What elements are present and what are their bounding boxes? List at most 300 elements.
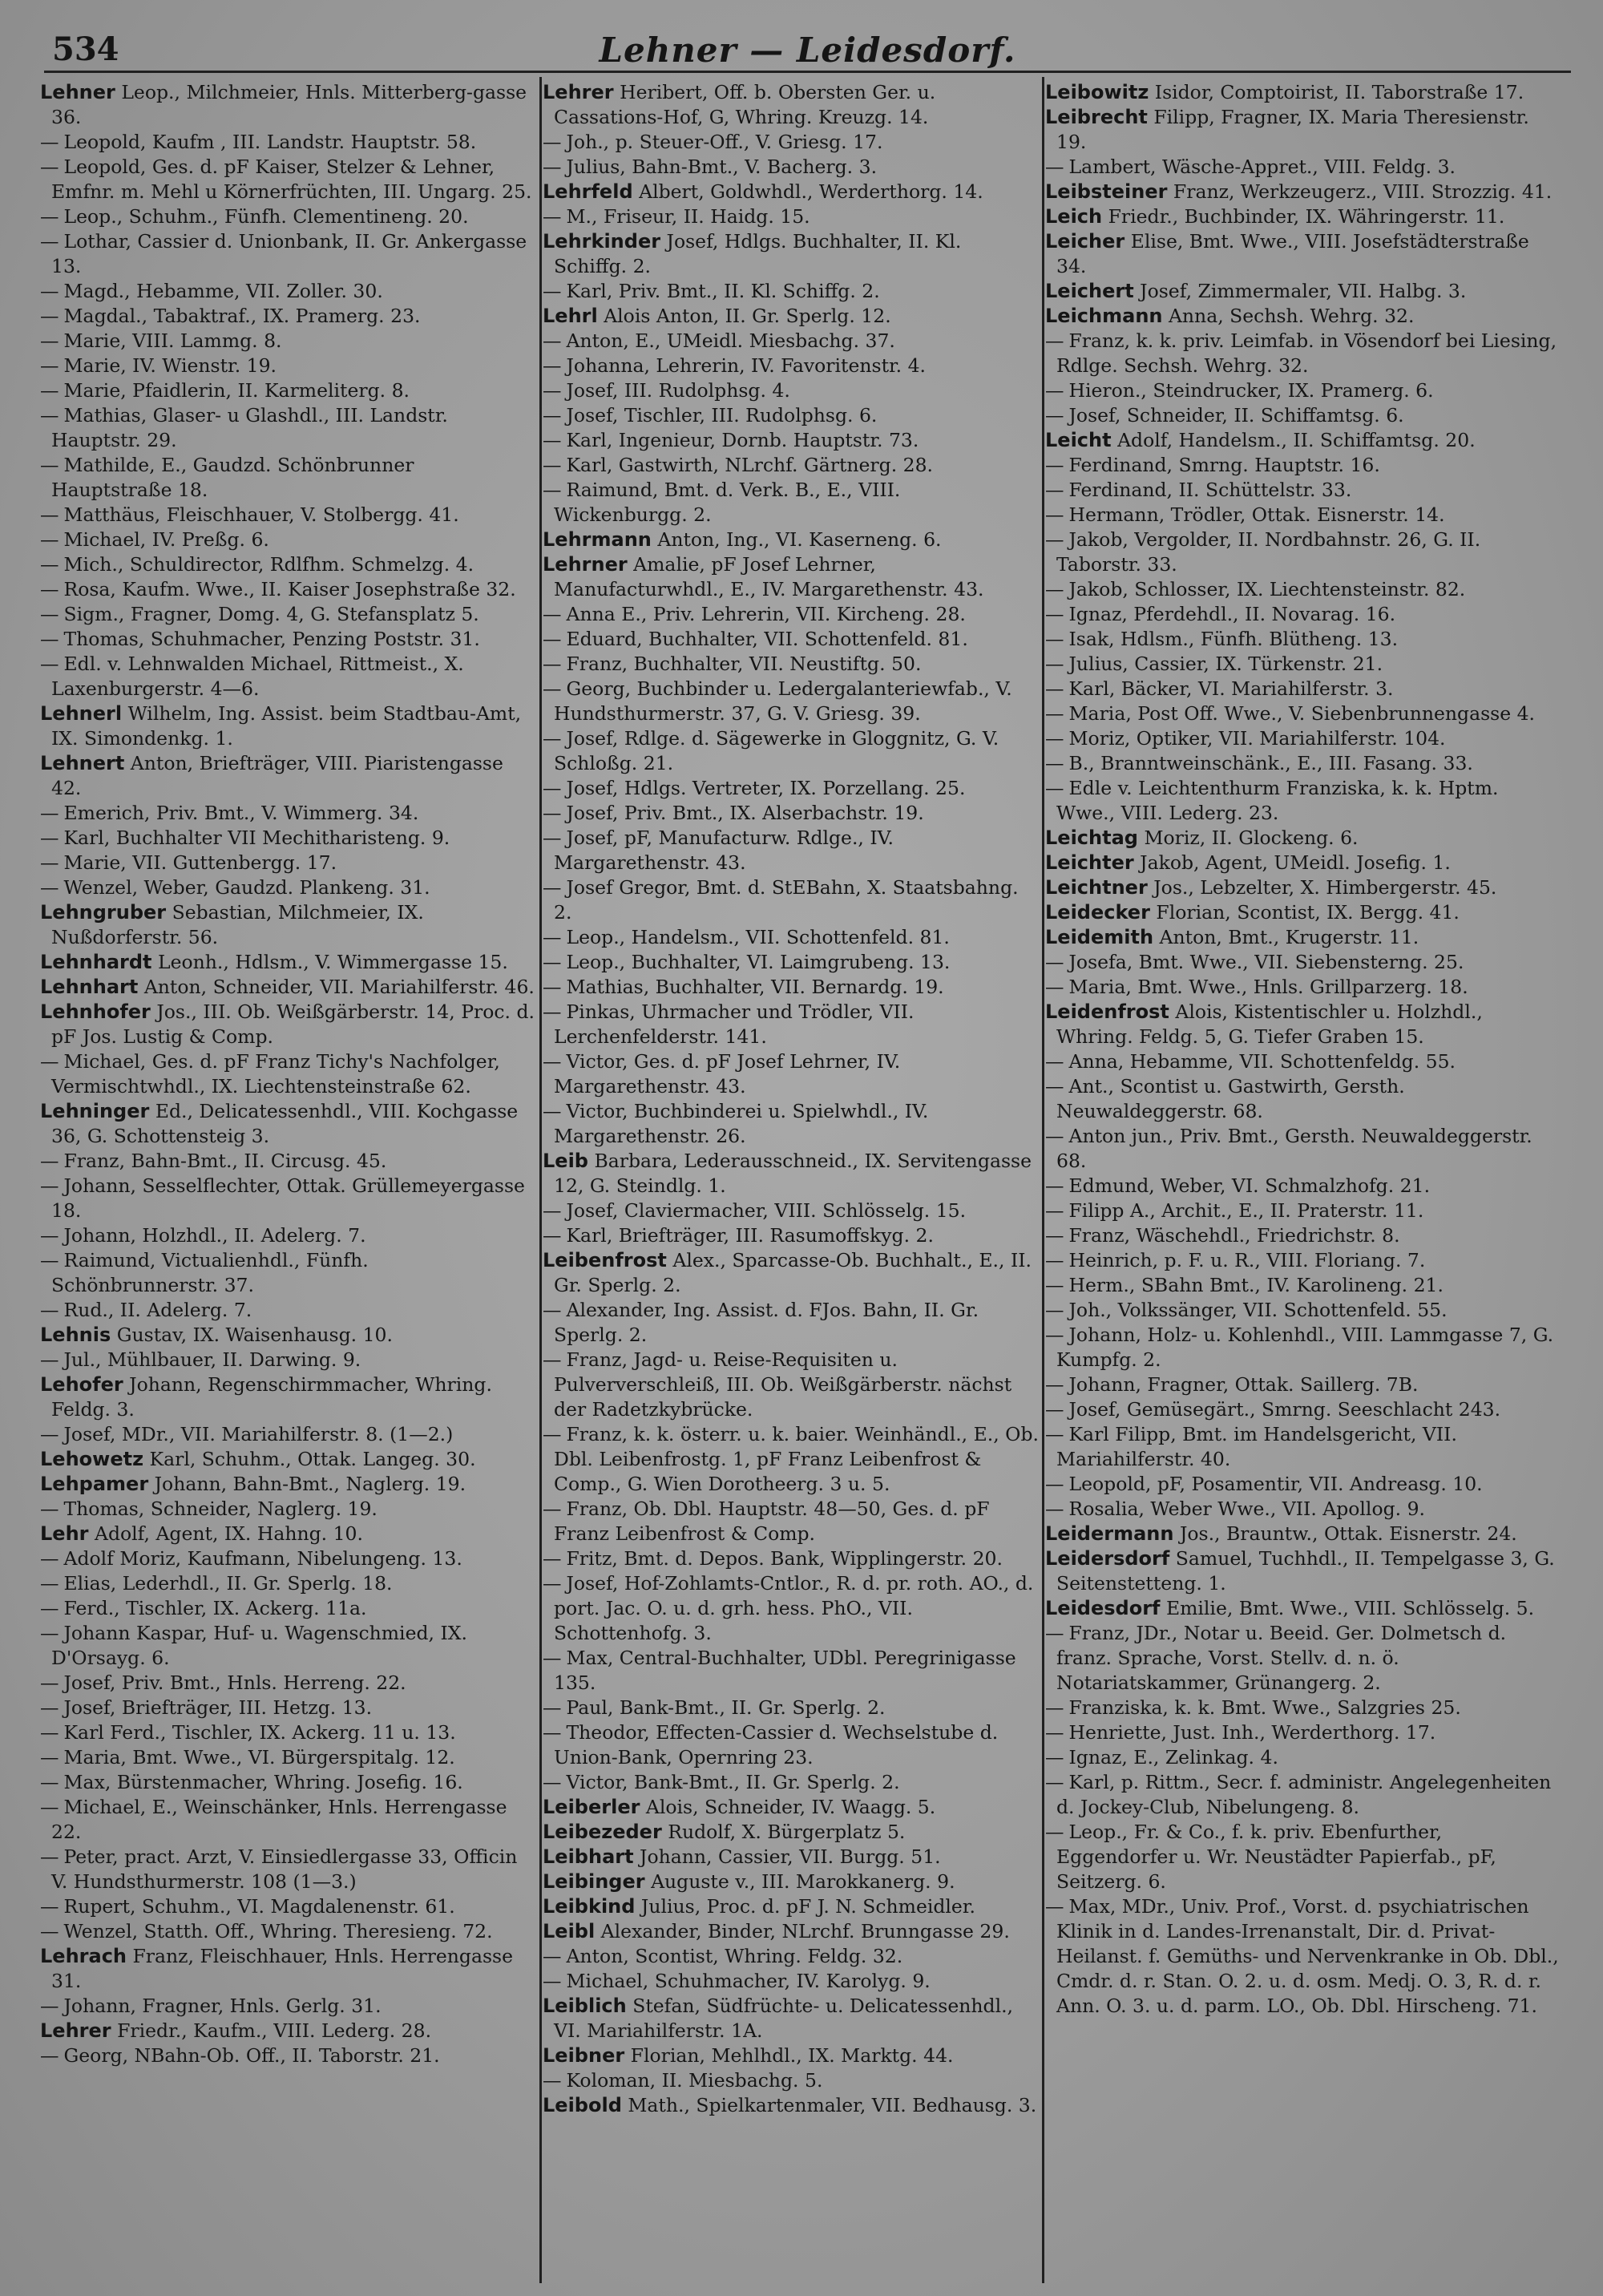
- directory-entry: [543, 1770, 1040, 1795]
- entry-surname: Leiberler: [543, 1796, 640, 1818]
- directory-entry: [1045, 1596, 1562, 1621]
- entry-surname: Lehowetz: [40, 1448, 144, 1470]
- entry-surname: Leibowitz: [1045, 81, 1149, 103]
- entry-text: Josef, Hdlgs. Vertreter, IX. Porzellang. 25.: [566, 777, 966, 799]
- directory-entry: [1045, 403, 1562, 428]
- entry-surname: Lehofer: [40, 1373, 123, 1396]
- entry-text: Herm., SBahn Bmt., IV. Karolineng. 21.: [1068, 1274, 1444, 1296]
- directory-entry: [543, 1000, 1040, 1049]
- entry-surname: Leiblich: [543, 1995, 627, 2017]
- entry-text: Josef, pF, Manufacturw. Rdlge., IV. Margarethenstr. 43.: [554, 827, 894, 874]
- entry-text: Marie, IV. Wienstr. 19.: [63, 354, 277, 377]
- directory-entry: [543, 1919, 1040, 1944]
- directory-entry: [543, 602, 1040, 627]
- entry-text: Gustav, IX. Waisenhausg. 10.: [111, 1324, 393, 1346]
- directory-entry: [40, 1472, 537, 1497]
- entry-text: Florian, Scontist, IX. Bergg. 41.: [1149, 901, 1460, 924]
- directory-entry: [1045, 751, 1562, 776]
- directory-entry: [543, 1149, 1040, 1199]
- entry-text: Ed., Delicatessenhdl., VIII. Kochgasse 36, G. Schottensteig 3.: [51, 1100, 519, 1147]
- entry-text: Franz, k. k. österr. u. k. baier. Weinhändl., E., Ob. Dbl. Leibenfrostg. 1, pF Franz Leibenfrost & Comp., G. Wien Dorotheerg. 3 u. 5.: [554, 1423, 1039, 1495]
- directory-entry: [1045, 1497, 1562, 1522]
- entry-text: Maria, Bmt. Wwe., Hnls. Grillparzerg. 18.: [1068, 976, 1468, 998]
- directory-entry: [1045, 329, 1562, 378]
- directory-entry: [1045, 875, 1562, 900]
- ditto-dash: —: [40, 230, 59, 253]
- entry-text: Sigm., Fragner, Domg. 4, G. Stefansplatz 5.: [63, 603, 479, 625]
- directory-entry: [40, 1497, 537, 1522]
- entry-text: Anna, Sechsh. Wehrg. 32.: [1162, 305, 1415, 327]
- directory-entry: [543, 975, 1040, 1000]
- directory-entry: [1045, 1074, 1562, 1124]
- ditto-dash: —: [40, 1249, 59, 1271]
- directory-entry: [543, 130, 1040, 155]
- ditto-dash: —: [40, 404, 59, 426]
- ditto-dash: —: [40, 628, 59, 650]
- ditto-dash: —: [1045, 1199, 1064, 1222]
- entry-text: Leopold, pF, Posamentir, VII. Andreasg. 10.: [1068, 1473, 1483, 1495]
- entry-surname: Lehnis: [40, 1324, 111, 1346]
- ditto-dash: —: [40, 802, 59, 824]
- entry-text: Anton jun., Priv. Bmt., Gersth. Neuwaldeggerstr. 68.: [1056, 1125, 1532, 1172]
- directory-entry: [543, 2093, 1040, 2118]
- directory-entry: [543, 354, 1040, 378]
- entry-text: Isak, Hdlsm., Fünfh. Blütheng. 13.: [1068, 628, 1399, 650]
- entry-text: Hermann, Trödler, Ottak. Eisnerstr. 14.: [1068, 503, 1445, 526]
- ditto-dash: —: [40, 1348, 59, 1371]
- ditto-dash: —: [40, 379, 59, 402]
- entry-text: Alois, Kistentischler u. Holzhdl., Whring. Feldg. 5, G. Tiefer Graben 15.: [1056, 1000, 1483, 1048]
- directory-entry: [1045, 602, 1562, 627]
- entry-text: Moriz, II. Glockeng. 6.: [1137, 827, 1359, 849]
- ditto-dash: —: [40, 1671, 59, 1694]
- directory-entry: [543, 1969, 1040, 1994]
- entry-text: Leopold, Ges. d. pF Kaiser, Stelzer & Lehner, Emfnr. m. Mehl u Körnerfrüchten, III. Ungarg. 25.: [51, 156, 532, 203]
- ditto-dash: —: [40, 280, 59, 302]
- directory-entry: [40, 2019, 537, 2043]
- entry-text: Koloman, II. Miesbachg. 5.: [566, 2069, 823, 2092]
- directory-entry: [40, 1422, 537, 1447]
- entry-text: Josef, Hof-Zohlamts-Cntlor., R. d. pr. roth. AO., d. port. Jac. O. u. d. grh. hess. PhO., VII. Schottenhofg. 3.: [554, 1572, 1034, 1644]
- ditto-dash: —: [1045, 1324, 1064, 1346]
- ditto-dash: —: [543, 653, 562, 675]
- ditto-dash: —: [543, 329, 562, 352]
- ditto-dash: —: [40, 1771, 59, 1793]
- directory-entry: [543, 950, 1040, 975]
- entry-text: Max, Bürstenmacher, Whring. Josefig. 16.: [63, 1771, 463, 1793]
- entry-text: Karl, Bäcker, VI. Mariahilferstr. 3.: [1068, 677, 1394, 700]
- directory-entry: [543, 80, 1040, 130]
- ditto-dash: —: [40, 653, 59, 675]
- entry-text: Karl Filipp, Bmt. im Handelsgericht, VII. Mariahilferstr. 40.: [1056, 1423, 1457, 1470]
- entry-text: Friedr., Buchbinder, IX. Währingerstr. 11.: [1102, 205, 1505, 228]
- entry-text: Math., Spielkartenmaler, VII. Bedhausg. 3.: [621, 2094, 1037, 2116]
- entry-surname: Lehnhofer: [40, 1000, 151, 1023]
- directory-entry: [543, 726, 1040, 776]
- directory-entry: [1045, 204, 1562, 229]
- entry-text: Leop., Buchhalter, VI. Laimgrubeng. 13.: [566, 951, 951, 973]
- ditto-dash: —: [1045, 653, 1064, 675]
- ditto-dash: —: [40, 503, 59, 526]
- entry-surname: Leichter: [1045, 851, 1134, 874]
- directory-entry: [1045, 1720, 1562, 1745]
- directory-entry: [1045, 428, 1562, 453]
- directory-entry: [40, 950, 537, 975]
- entry-text: B., Branntweinschänk., E., III. Fasang. 33.: [1068, 752, 1473, 774]
- entry-text: Josef, Priv. Bmt., Hnls. Herreng. 22.: [63, 1671, 406, 1694]
- directory-entry: [543, 453, 1040, 478]
- entry-text: Jul., Mühlbauer, II. Darwing. 9.: [63, 1348, 361, 1371]
- directory-entry: [543, 329, 1040, 354]
- ditto-dash: —: [543, 1945, 562, 1967]
- ditto-dash: —: [40, 1597, 59, 1619]
- directory-entry: [543, 627, 1040, 652]
- directory-entry: [543, 2043, 1040, 2068]
- entry-text: Michael, Schuhmacher, IV. Karolyg. 9.: [566, 1970, 931, 1992]
- directory-entry: [1045, 1124, 1562, 1174]
- entry-text: Anton, Schneider, VII. Mariahilferstr. 46.: [138, 976, 535, 998]
- entry-text: Sebastian, Milchmeier, IX. Nußdorferstr. 56.: [51, 901, 424, 948]
- entry-text: Filipp, Fragner, IX. Maria Theresienstr. 19.: [1056, 106, 1529, 153]
- ditto-dash: —: [1045, 1373, 1064, 1396]
- ditto-dash: —: [40, 553, 59, 576]
- entry-text: Johann, Regenschirmmacher, Whring. Feldg. 3.: [51, 1373, 492, 1421]
- entry-text: Anton, Scontist, Whring. Feldg. 32.: [566, 1945, 903, 1967]
- entry-text: Anton, E., UMeidl. Miesbachg. 37.: [566, 329, 895, 352]
- entry-text: Victor, Ges. d. pF Josef Lehrner, IV. Margarethenstr. 43.: [554, 1050, 901, 1097]
- entry-surname: Lehngruber: [40, 901, 167, 924]
- entry-surname: Leidesdorf: [1045, 1597, 1161, 1619]
- directory-entry: [1045, 1894, 1562, 2019]
- directory-entry: [40, 1994, 537, 2019]
- entry-text: Franz, Ob. Dbl. Hauptstr. 48—50, Ges. d. pF Franz Leibenfrost & Comp.: [554, 1498, 990, 1545]
- entry-text: Jos., Lebzelter, X. Himbergerstr. 45.: [1147, 876, 1497, 899]
- entry-surname: Lehpamer: [40, 1473, 149, 1495]
- directory-entry: [40, 279, 537, 304]
- ditto-dash: —: [543, 1199, 562, 1222]
- entry-text: Anna E., Priv. Lehrerin, VII. Kircheng. 28.: [566, 603, 966, 625]
- directory-entry: [1045, 1745, 1562, 1770]
- directory-entry: [40, 552, 537, 577]
- directory-entry: [543, 1199, 1040, 1223]
- entry-text: Adolf Moriz, Kaufmann, Nibelungeng. 13.: [63, 1547, 462, 1570]
- directory-entry: [543, 180, 1040, 204]
- ditto-dash: —: [40, 1721, 59, 1744]
- entry-text: Mathilde, E., Gaudzd. Schönbrunner Hauptstraße 18.: [51, 454, 414, 501]
- directory-entry: [543, 1223, 1040, 1248]
- ditto-dash: —: [543, 429, 562, 451]
- ditto-dash: —: [543, 454, 562, 476]
- directory-entry: [40, 826, 537, 851]
- entry-text: Adolf, Handelsm., II. Schiffamtsg. 20.: [1111, 429, 1476, 451]
- ditto-dash: —: [543, 777, 562, 799]
- entry-text: Paul, Bank-Bmt., II. Gr. Sperlg. 2.: [566, 1696, 886, 1719]
- ditto-dash: —: [543, 1423, 562, 1445]
- entry-text: Rudolf, X. Bürgerplatz 5.: [661, 1821, 906, 1843]
- directory-entry: [40, 1248, 537, 1298]
- entry-text: Alois Anton, II. Gr. Sperlg. 12.: [597, 305, 891, 327]
- directory-entry: [543, 1348, 1040, 1422]
- entry-text: Thomas, Schneider, Naglerg. 19.: [63, 1498, 378, 1520]
- entry-text: Josef Gregor, Bmt. d. StEBahn, X. Staatsbahng. 2.: [554, 876, 1019, 924]
- directory-entry: [40, 1546, 537, 1571]
- ditto-dash: —: [543, 1572, 562, 1595]
- ditto-dash: —: [40, 1572, 59, 1595]
- directory-entry: [40, 751, 537, 801]
- entry-text: Thomas, Schuhmacher, Penzing Poststr. 31.: [63, 628, 480, 650]
- entry-text: Karl, Gastwirth, NLrchf. Gärtnerg. 28.: [566, 454, 934, 476]
- entry-text: Albert, Goldwhdl., Werderthorg. 14.: [632, 180, 983, 203]
- ditto-dash: —: [40, 827, 59, 849]
- entry-text: Franz, Buchhalter, VII. Neustiftg. 50.: [566, 653, 922, 675]
- ditto-dash: —: [1045, 1299, 1064, 1321]
- entry-surname: Leibrecht: [1045, 106, 1148, 128]
- directory-entry: [1045, 1223, 1562, 1248]
- ditto-dash: —: [543, 603, 562, 625]
- directory-entry: [40, 1621, 537, 1671]
- ditto-dash: —: [543, 727, 562, 750]
- ditto-dash: —: [40, 1547, 59, 1570]
- entry-text: Joh., p. Steuer-Off., V. Griesg. 17.: [566, 131, 883, 153]
- entry-text: Alex., Sparcasse-Ob. Buchhalt., E., II. Gr. Sperlg. 2.: [554, 1249, 1032, 1296]
- ditto-dash: —: [543, 1771, 562, 1793]
- ditto-dash: —: [1045, 777, 1064, 799]
- entry-surname: Lehrach: [40, 1945, 127, 1967]
- entry-surname: Leich: [1045, 205, 1103, 228]
- entry-text: Moriz, Optiker, VII. Mariahilferstr. 104.: [1068, 727, 1446, 750]
- ditto-dash: —: [1045, 404, 1064, 426]
- directory-entry: [40, 354, 537, 378]
- ditto-dash: —: [543, 404, 562, 426]
- entry-text: Jos., Brauntw., Ottak. Eisnerstr. 24.: [1173, 1522, 1517, 1545]
- entry-text: Emilie, Bmt. Wwe., VIII. Schlösselg. 5.: [1160, 1597, 1535, 1619]
- directory-entry: [40, 503, 537, 528]
- directory-entry: [543, 1845, 1040, 1870]
- entry-text: Franz, JDr., Notar u. Beeid. Ger. Dolmetsch d. franz. Sprache, Vorst. Stellv. d. n. ö. Notariatskammer, Grünangerg. 2.: [1056, 1622, 1507, 1694]
- directory-entry: [543, 552, 1040, 602]
- ditto-dash: —: [1045, 1746, 1064, 1768]
- ditto-dash: —: [1045, 702, 1064, 725]
- entry-text: Ignaz, E., Zelinkag. 4.: [1068, 1746, 1278, 1768]
- entry-surname: Lehrfeld: [543, 180, 633, 203]
- entry-text: Josef, Hdlgs. Buchhalter, II. Kl. Schiffg. 2.: [554, 230, 962, 277]
- entry-text: Adolf, Agent, IX. Hahng. 10.: [88, 1522, 363, 1545]
- entry-text: Edle v. Leichtenthurm Franziska, k. k. Hptm. Wwe., VIII. Lederg. 23.: [1056, 777, 1499, 824]
- entry-surname: Leichert: [1045, 280, 1134, 302]
- directory-entry: [40, 1571, 537, 1596]
- directory-entry: [543, 1298, 1040, 1348]
- directory-entry: [543, 1944, 1040, 1969]
- directory-entry: [40, 1944, 537, 1994]
- entry-text: Josef, Schneider, II. Schiffamtsg. 6.: [1068, 404, 1404, 426]
- ditto-dash: —: [1045, 976, 1064, 998]
- entry-text: Hieron., Steindrucker, IX. Pramerg. 6.: [1068, 379, 1434, 402]
- entry-text: Fritz, Bmt. d. Depos. Bank, Wipplingerstr. 20.: [566, 1547, 1003, 1570]
- entry-text: Julius, Proc. d. pF J. N. Schmeidler.: [635, 1895, 975, 1918]
- entry-text: Rosalia, Weber Wwe., VII. Apollog. 9.: [1068, 1498, 1426, 1520]
- directory-entry: [40, 851, 537, 875]
- directory-entry: [1045, 1273, 1562, 1298]
- entry-text: Filipp A., Archit., E., II. Praterstr. 11.: [1068, 1199, 1424, 1222]
- ditto-dash: —: [40, 131, 59, 153]
- directory-entry: [40, 1049, 537, 1099]
- ditto-dash: —: [40, 1796, 59, 1818]
- directory-entry: [543, 1546, 1040, 1571]
- directory-entry: [40, 1348, 537, 1372]
- directory-entry: [1045, 1298, 1562, 1323]
- directory-entry: [543, 1720, 1040, 1770]
- entry-text: Karl, Ingenieur, Dornb. Hauptstr. 73.: [566, 429, 919, 451]
- directory-entry: [1045, 1522, 1562, 1546]
- entry-surname: Lehnhardt: [40, 951, 152, 973]
- directory-entry: [40, 801, 537, 826]
- ditto-dash: —: [40, 1845, 59, 1868]
- entry-text: Josef, Gemüsegärt., Smrng. Seeschlacht 243.: [1068, 1398, 1501, 1421]
- directory-entry: [40, 900, 537, 950]
- entry-text: Jakob, Vergolder, II. Nordbahnstr. 26, G. II. Taborstr. 33.: [1056, 528, 1481, 576]
- entry-text: Leop., Fr. & Co., f. k. priv. Ebenfurther, Eggendorfer u. Wr. Neustädter Papierfab., pF, Seitzerg. 6.: [1056, 1821, 1496, 1893]
- directory-entry: [1045, 701, 1562, 726]
- entry-text: Josef, Priv. Bmt., IX. Alserbachstr. 19.: [566, 802, 924, 824]
- header-rule: [44, 71, 1571, 73]
- directory-columns: [40, 80, 1571, 2277]
- entry-text: Anton, Ing., VI. Kaserneng. 6.: [651, 528, 942, 551]
- entry-text: Jakob, Schlosser, IX. Liechtensteinstr. 82.: [1068, 578, 1466, 600]
- entry-surname: Leibenfrost: [543, 1249, 667, 1271]
- directory-entry: [1045, 950, 1562, 975]
- entry-text: Franz, Jagd- u. Reise-Requisiten u. Pulververschleiß, III. Ob. Weißgärberstr. nächst der Radetzkybrücke.: [554, 1348, 1012, 1421]
- ditto-dash: —: [40, 528, 59, 551]
- entry-surname: Lehrmann: [543, 528, 652, 551]
- directory-entry: [1045, 378, 1562, 403]
- entry-text: Anna, Hebamme, VII. Schottenfeldg. 55.: [1068, 1050, 1456, 1073]
- entry-text: Emerich, Priv. Bmt., V. Wimmerg. 34.: [63, 802, 419, 824]
- entry-text: Julius, Bahn-Bmt., V. Bacherg. 3.: [566, 156, 878, 178]
- directory-entry: [543, 304, 1040, 329]
- entry-text: Joh., Volkssänger, VII. Schottenfeld. 55.: [1068, 1299, 1448, 1321]
- ditto-dash: —: [543, 1299, 562, 1321]
- directory-entry: [1045, 155, 1562, 180]
- entry-text: Leopold, Kaufm , III. Landstr. Hauptstr. 58.: [63, 131, 477, 153]
- entry-text: Mich., Schuldirector, Rdlfhm. Schmelzg. 4.: [63, 553, 474, 576]
- ditto-dash: —: [543, 1696, 562, 1719]
- entry-text: Samuel, Tuchhdl., II. Tempelgasse 3, G. Seitenstetteng. 1.: [1056, 1547, 1555, 1595]
- entry-text: Jakob, Agent, UMeidl. Josefig. 1.: [1133, 851, 1451, 874]
- ditto-dash: —: [1045, 454, 1064, 476]
- page-header: [44, 30, 1571, 71]
- directory-entry: [40, 1894, 537, 1919]
- ditto-dash: —: [40, 156, 59, 178]
- entry-text: Jos., III. Ob. Weißgärberstr. 14, Proc. d. pF Jos. Lustig & Comp.: [51, 1000, 535, 1048]
- directory-entry: [1045, 105, 1562, 155]
- directory-entry: [543, 1696, 1040, 1720]
- ditto-dash: —: [1045, 329, 1064, 352]
- entry-text: Josef, Zimmermaler, VII. Halbg. 3.: [1133, 280, 1467, 302]
- entry-text: Franz, Werkzeugerz., VIII. Strozzig. 41.: [1167, 180, 1553, 203]
- directory-entry: [543, 652, 1040, 677]
- directory-entry: [1045, 900, 1562, 925]
- ditto-dash: —: [1045, 727, 1064, 750]
- ditto-dash: —: [543, 951, 562, 973]
- ditto-dash: —: [1045, 578, 1064, 600]
- directory-entry: [40, 652, 537, 701]
- entry-text: Mathias, Buchhalter, VII. Bernardg. 19.: [566, 976, 944, 998]
- directory-entry: [1045, 1248, 1562, 1273]
- directory-entry: [1045, 453, 1562, 478]
- entry-text: Franz, Fleischhauer, Hnls. Herrengasse 31.: [51, 1945, 513, 1992]
- ditto-dash: —: [1045, 1249, 1064, 1271]
- ditto-dash: —: [40, 454, 59, 476]
- entry-text: Leonh., Hdlsm., V. Wimmergasse 15.: [151, 951, 508, 973]
- column-1: [40, 80, 537, 2277]
- entry-text: Anton, Briefträger, VIII. Piaristengasse 42.: [51, 752, 503, 799]
- ditto-dash: —: [40, 1174, 59, 1197]
- ditto-dash: —: [543, 802, 562, 824]
- entry-text: Florian, Mehlhdl., IX. Marktg. 44.: [624, 2044, 954, 2067]
- ditto-dash: —: [1045, 603, 1064, 625]
- ditto-dash: —: [1045, 1895, 1064, 1918]
- ditto-dash: —: [40, 1224, 59, 1247]
- entry-text: Johann, Sesselflechter, Ottak. Grüllemeyergasse 18.: [51, 1174, 525, 1222]
- entry-text: Johann, Holz- u. Kohlenhdl., VIII. Lammgasse 7, G. Kumpfg. 2.: [1056, 1324, 1554, 1371]
- entry-text: Alexander, Binder, NLrchf. Brunngasse 29.: [595, 1920, 1010, 1942]
- entry-text: Marie, Pfaidlerin, II. Karmeliterg. 8.: [63, 379, 410, 402]
- directory-entry: [40, 453, 537, 503]
- entry-text: Victor, Bank-Bmt., II. Gr. Sperlg. 2.: [566, 1771, 900, 1793]
- ditto-dash: —: [1045, 677, 1064, 700]
- ditto-dash: —: [543, 131, 562, 153]
- directory-entry: [543, 826, 1040, 875]
- ditto-dash: —: [543, 280, 562, 302]
- ditto-dash: —: [40, 2044, 59, 2067]
- ditto-dash: —: [543, 1050, 562, 1073]
- directory-entry: [40, 701, 537, 751]
- ditto-dash: —: [1045, 528, 1064, 551]
- entry-text: Elias, Lederhdl., II. Gr. Sperlg. 18.: [63, 1572, 393, 1595]
- entry-text: Mathias, Glaser- u Glashdl., III. Landstr. Hauptstr. 29.: [51, 404, 448, 451]
- directory-entry: [40, 378, 537, 403]
- ditto-dash: —: [1045, 503, 1064, 526]
- directory-entry: [1045, 304, 1562, 329]
- directory-entry: [543, 2068, 1040, 2093]
- directory-entry: [40, 1099, 537, 1149]
- entry-text: Johanna, Lehrerin, IV. Favoritenstr. 4.: [566, 354, 927, 377]
- directory-entry: [1045, 1323, 1562, 1372]
- entry-surname: Leidermann: [1045, 1522, 1174, 1545]
- directory-entry: [543, 528, 1040, 552]
- entry-surname: Lehner: [40, 81, 115, 103]
- directory-entry: [40, 1149, 537, 1174]
- entry-surname: Leidenfrost: [1045, 1000, 1169, 1023]
- ditto-dash: —: [1045, 1498, 1064, 1520]
- entry-text: Maria, Bmt. Wwe., VI. Bürgerspitalg. 12.: [63, 1746, 455, 1768]
- directory-entry: [40, 1298, 537, 1323]
- entry-text: Theodor, Effecten-Cassier d. Wechselstube d. Union-Bank, Opernring 23.: [554, 1721, 999, 1768]
- directory-entry: [40, 1720, 537, 1745]
- ditto-dash: —: [1045, 1050, 1064, 1073]
- entry-surname: Leibkind: [543, 1895, 636, 1918]
- entry-text: Amalie, pF Josef Lehrner, Manufacturwhdl., E., IV. Margarethenstr. 43.: [554, 553, 984, 600]
- directory-entry: [40, 1696, 537, 1720]
- entry-text: Franz, Bahn-Bmt., II. Circusg. 45.: [63, 1150, 387, 1172]
- ditto-dash: —: [40, 1622, 59, 1644]
- entry-text: Josefa, Bmt. Wwe., VII. Siebensterng. 25.: [1068, 951, 1464, 973]
- directory-entry: [1045, 279, 1562, 304]
- entry-surname: Leidecker: [1045, 901, 1150, 924]
- entry-text: Josef, Rdlge. d. Sägewerke in Gloggnitz, G. V. Schloßg. 21.: [554, 727, 999, 774]
- directory-entry: [40, 204, 537, 229]
- entry-text: Auguste v., III. Marokkanerg. 9.: [644, 1870, 955, 1893]
